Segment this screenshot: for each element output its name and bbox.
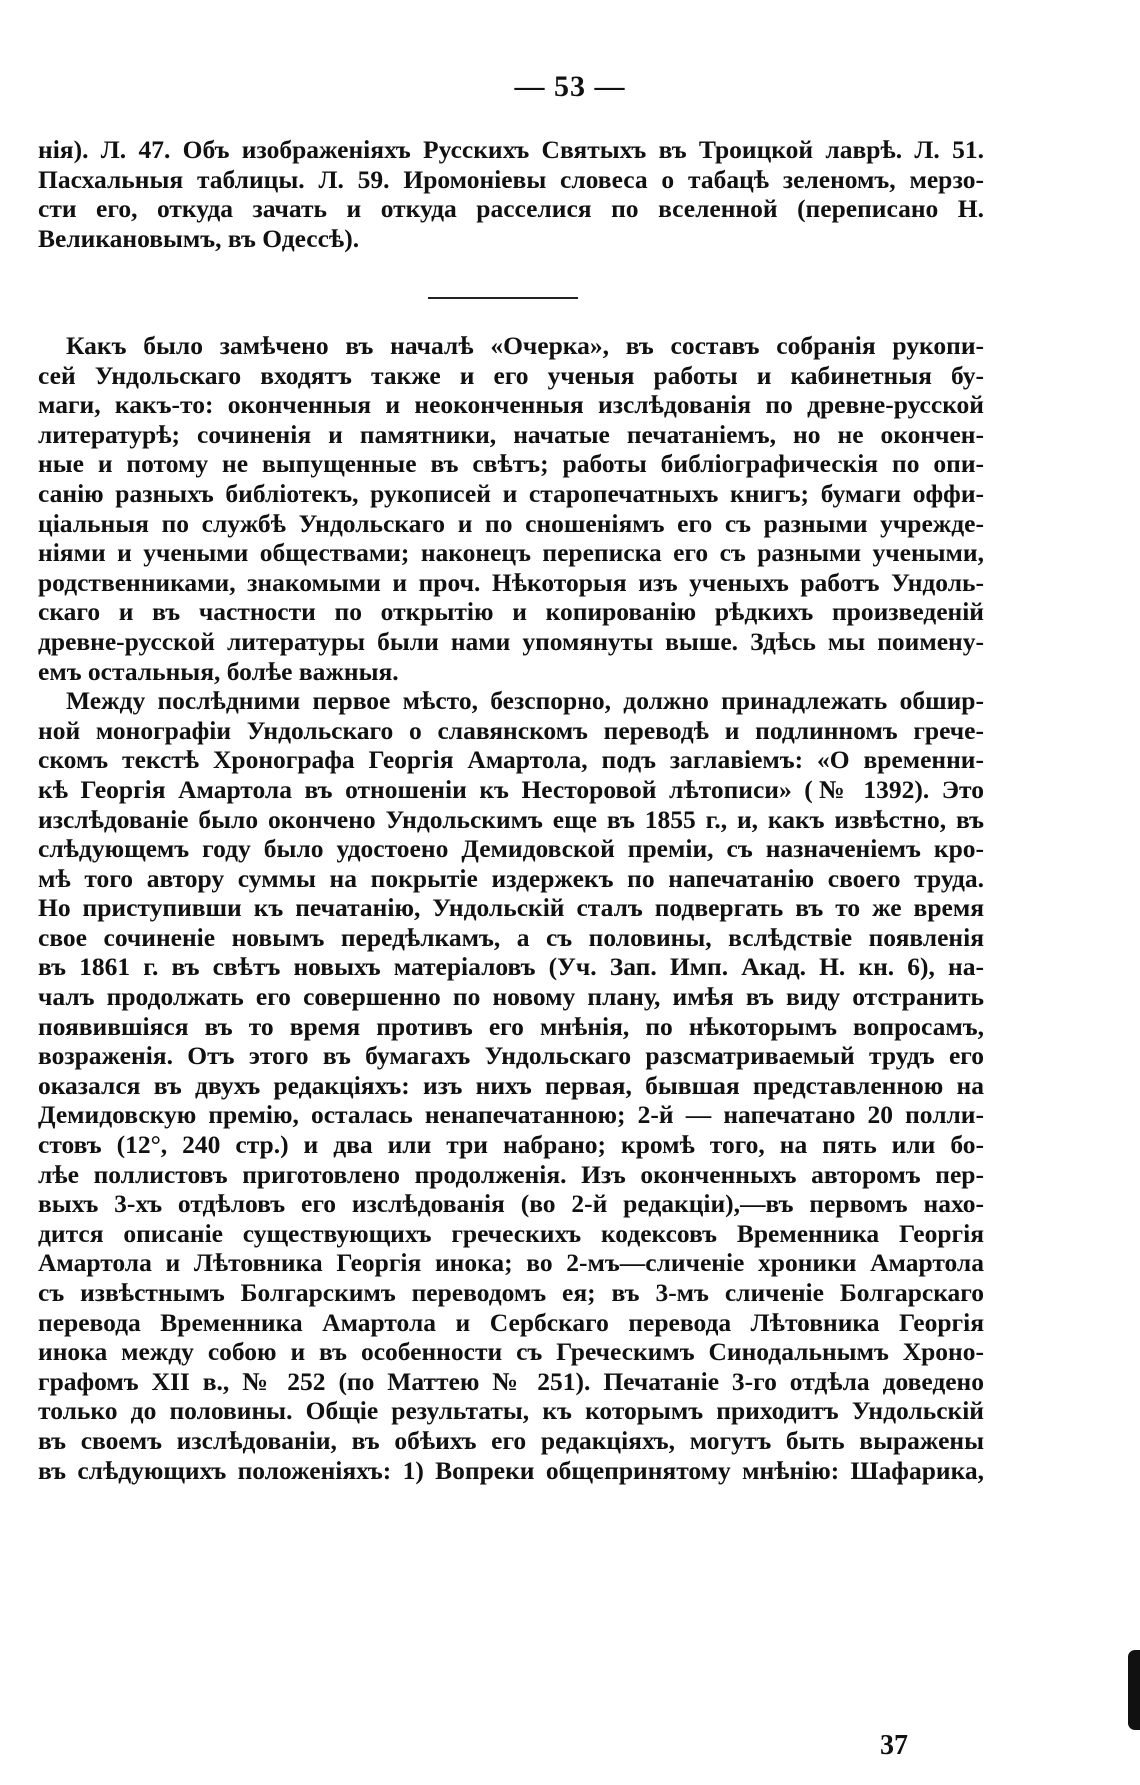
top-paragraph (38, 135, 984, 253)
text-line: мѣ того автору суммы на покрытіе издержекъ по напечатанію своего труда. (38, 863, 984, 893)
text-line: кѣ Георгія Амартола въ отношеніи къ Несторовой лѣтописи» (№ 1392). Это (38, 774, 984, 804)
text-line: свое сочиненіе новымъ передѣлкамъ, а съ половины, вслѣдствіе появленія (38, 922, 984, 952)
text-line: скаго и въ частности по открытію и копированію рѣдкихъ произведеній (38, 597, 984, 627)
text-line: инока между собою и въ особенности съ Греческимъ Синодальнымъ Хроно- (38, 1337, 984, 1367)
text-line: ной монографіи Ундольскаго о славянскомъ переводѣ и подлинномъ грече- (38, 715, 984, 745)
text-line: скомъ текстѣ Хронографа Георгія Амартола, подъ заглавіемъ: «О временни- (38, 745, 984, 775)
text-line: съ извѣстнымъ Болгарскимъ переводомъ ея; въ 3-мъ сличеніе Болгарскаго (38, 1278, 984, 1307)
text-line: возраженія. Отъ этого въ бумагахъ Ундольскаго разсматриваемый трудъ его (38, 1041, 984, 1071)
text-line: въ 1861 г. въ свѣтъ новыхъ матеріаловъ (Уч. Зап. Имп. Акад. Н. кн. 6), на- (38, 952, 984, 982)
text-line: емъ остальныя, болѣе важныя. (38, 656, 399, 686)
page-number: — 53 — (514, 70, 626, 103)
text-line: Какъ было замѣчено въ началѣ «Очерка», въ составъ собранія рукопи- (66, 331, 984, 360)
signature-mark: 37 (880, 1730, 908, 1761)
text-line: санію разныхъ библіотекъ, рукописей и старопечатныхъ книгъ; бумаги оффи- (38, 478, 984, 508)
text-line: Между послѣдними первое мѣсто, безспорно, должно принадлежать обшир- (66, 686, 984, 716)
text-line: сей Ундольскаго входятъ также и его ученыя работы и кабинетныя бу- (38, 360, 984, 390)
text-line: Амартола и Лѣтовника Георгія инока; во 2-мъ—сличеніе хроники Амартола (38, 1248, 984, 1278)
main-text (38, 331, 984, 1485)
text-line: въ своемъ изслѣдованіи, въ обѣихъ его редакціяхъ, могутъ быть выражены (38, 1425, 984, 1455)
text-line: оказался въ двухъ редакціяхъ: изъ нихъ первая, бывшая представленною на (38, 1070, 984, 1100)
text-line: Великановымъ, въ Одессѣ). (38, 223, 360, 253)
text-line: Но приступивши къ печатанію, Ундольскій сталъ подвергать въ то же время (38, 893, 984, 923)
text-line: родственниками, знакомыми и проч. Нѣкоторыя изъ ученыхъ работъ Ундоль- (38, 567, 984, 597)
text-line: графомъ XII в., № 252 (по Маттею № 251). Печатаніе 3-го отдѣла доведено (38, 1366, 984, 1396)
text-line: маги, какъ-то: оконченныя и неоконченныя изслѣдованія по древне-русской (38, 390, 984, 420)
section-divider (428, 297, 578, 299)
text-line: ные и потому не выпущенные въ свѣтъ; работы библіографическія по опи- (38, 449, 984, 479)
text-line: стовъ (12°, 240 стр.) и два или три набрано; кромѣ того, на пять или бо- (38, 1130, 984, 1160)
text-line: появившіяся въ то время противъ его мнѣнія, по нѣкоторымъ вопросамъ, (38, 1011, 984, 1041)
text-line: чалъ продолжать его совершенно по новому плану, имѣя въ виду отстранить (38, 982, 984, 1012)
text-line: слѣдующемъ году было удостоено Демидовской преміи, съ назначеніемъ кро- (38, 834, 984, 864)
text-line: дится описаніе существующихъ греческихъ кодексовъ Временника Георгія (38, 1218, 984, 1248)
text-line: изслѣдованіе было окончено Ундольскимъ еще въ 1855 г., и, какъ извѣстно, въ (38, 804, 984, 834)
text-line: Демидовскую премію, осталась ненапечатанною; 2-й — напечатано 20 полли- (38, 1100, 984, 1130)
text-line: литературѣ; сочиненія и памятники, начатые печатаніемъ, но не окончен- (38, 419, 984, 449)
text-line: только до половины. Общіе результаты, къ которымъ приходитъ Ундольскій (38, 1396, 984, 1426)
text-line: лѣе поллистовъ приготовлено продолженія. Изъ оконченныхъ авторомъ пер- (38, 1159, 984, 1189)
text-line: Пасхальныя таблицы. Л. 59. Иромоніевы словеса о табацѣ зеленомъ, мерзо- (38, 164, 984, 194)
text-line: ціальныя по службѣ Ундольскаго и по сношеніямъ его съ разными учрежде- (38, 508, 984, 538)
text-line: выхъ 3-хъ отдѣловъ его изслѣдованія (во 2-й редакціи),—въ первомъ нахо- (38, 1189, 984, 1219)
text-line: сти его, откуда зачать и откуда расселися по вселенной (переписано Н. (38, 194, 984, 224)
text-line: перевода Временника Амартола и Сербскаго перевода Лѣтовника Георгія (38, 1307, 984, 1337)
scan-edge-mark (1128, 1650, 1140, 1730)
text-line: ніями и учеными обществами; наконецъ переписка его съ разными учеными, (38, 538, 984, 568)
text-line: нія). Л. 47. Объ изображеніяхъ Русскихъ Святыхъ въ Троицкой лаврѣ. Л. 51. (38, 135, 984, 164)
text-line: въ слѣдующихъ положеніяхъ: 1) Вопреки общепринятому мнѣнію: Шафарика, (38, 1455, 984, 1485)
text-line: древне-русской литературы были нами упомянуты выше. Здѣсь мы поимену- (38, 626, 984, 656)
